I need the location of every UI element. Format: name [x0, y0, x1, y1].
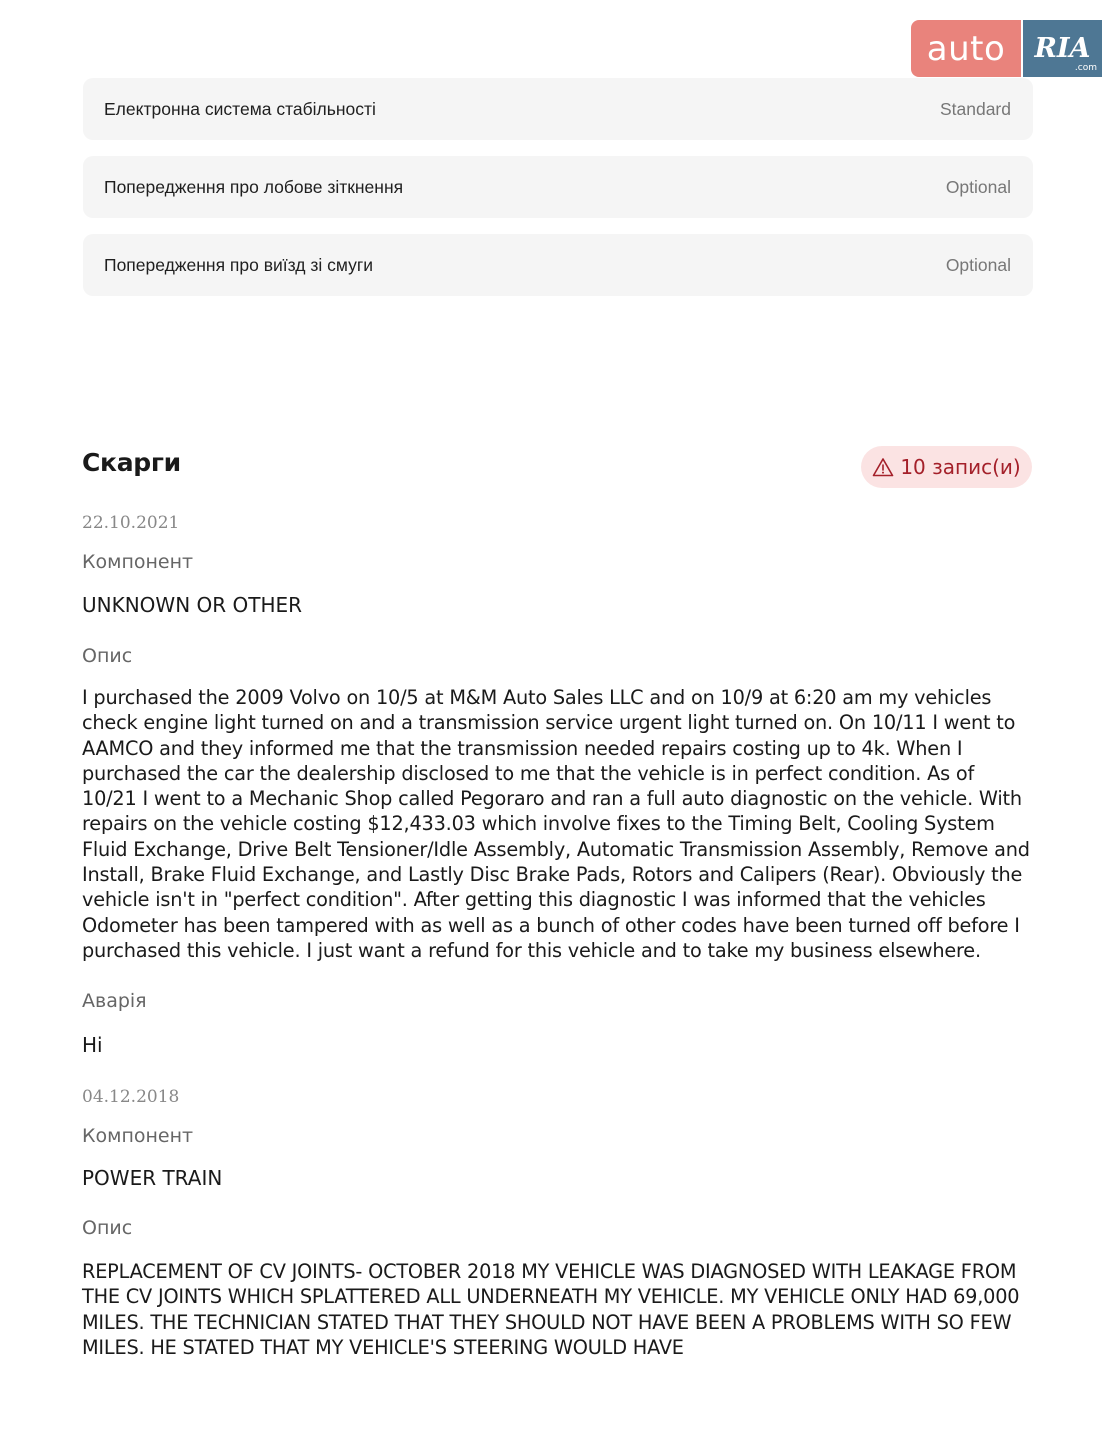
logo-auto-part: auto — [911, 20, 1021, 77]
crash-value: Ні — [82, 1033, 103, 1057]
feature-name: Попередження про лобове зіткнення — [104, 176, 404, 197]
crash-label: Аварія — [82, 990, 147, 1012]
feature-value: Optional — [945, 176, 1011, 197]
component-value: UNKNOWN OR OTHER — [82, 593, 303, 617]
feature-row — [83, 234, 1033, 296]
description-label: Опис — [82, 645, 133, 667]
feature-row — [83, 156, 1033, 218]
complaint-date: 22.10.2021 — [82, 513, 180, 533]
component-label: Компонент — [82, 551, 194, 573]
feature-name: Попередження про виїзд зі смуги — [104, 254, 374, 275]
feature-value: Standard — [939, 98, 1011, 119]
feature-name: Електронна система стабільності — [104, 98, 376, 119]
complaints-title: Скарги — [82, 448, 181, 477]
complaint-description: REPLACEMENT OF CV JOINTS- OCTOBER 2018 MY VEHICLE WAS DIAGNOSED WITH LEAKAGE FROM THE CV JOINTS WHICH SPLATTERED ALL UNDERNEATH MY VEHICLE. MY VEHICLE ONLY HAD 69,000 MILES. THE TECHNICIAN STATED THAT THEY SHOULD NOT HAVE BEEN A PROBLEMS WITH SO FEW MILES. HE STATED THAT MY VEHICLE'S STEERING WOULD HAVE — [82, 1260, 1020, 1359]
feature-value: Optional — [945, 254, 1011, 275]
complaint-description: I purchased the 2009 Volvo on 10/5 at M&M Auto Sales LLC and on 10/9 at 6:20 am my vehicles check engine light turned on and a transmission service urgent light turned on. On 10/11 I went to AAMCO and they informed me that the transmission needed repairs costing up to 4k. When I purchased the car the dealership disclosed to me that the vehicle is in perfect condition. As of 10/21 I went to a Mechanic Shop called Pegoraro and ran a full auto diagnostic on the vehicle. With repairs on the vehicle costing $12,433.03 which involve fixes to the Timing Belt, Cooling System Fluid Exchange, Drive Belt Tensioner/Idle Assembly, Automatic Transmission Assembly, Remove and Install, Brake Fluid Exchange, and Lastly Disc Brake Pads, Rotors and Calipers (Rear). Obviously the vehicle isn't in "perfect condition". After getting this diagnostic I was informed that the vehicles Odometer has been tampered with as well as a bunch of other codes have been turned off before I purchased this vehicle. I just want a refund for this vehicle and to take my business elsewhere. — [82, 686, 1030, 962]
complaint-date: 04.12.2018 — [82, 1087, 180, 1107]
feature-row — [83, 78, 1033, 140]
complaints-count-badge[interactable] — [861, 446, 1032, 488]
logo-com-text: .com — [1074, 63, 1097, 73]
warning-triangle-icon — [872, 457, 894, 477]
description-label: Опис — [82, 1217, 133, 1239]
logo-ria-part — [1023, 20, 1102, 77]
autoria-logo[interactable] — [911, 20, 1102, 77]
complaints-count: 10 запис(и) — [900, 455, 1021, 479]
component-label: Компонент — [82, 1125, 194, 1147]
component-value: POWER TRAIN — [82, 1166, 223, 1190]
logo-ria-text: RIA — [1034, 33, 1091, 64]
